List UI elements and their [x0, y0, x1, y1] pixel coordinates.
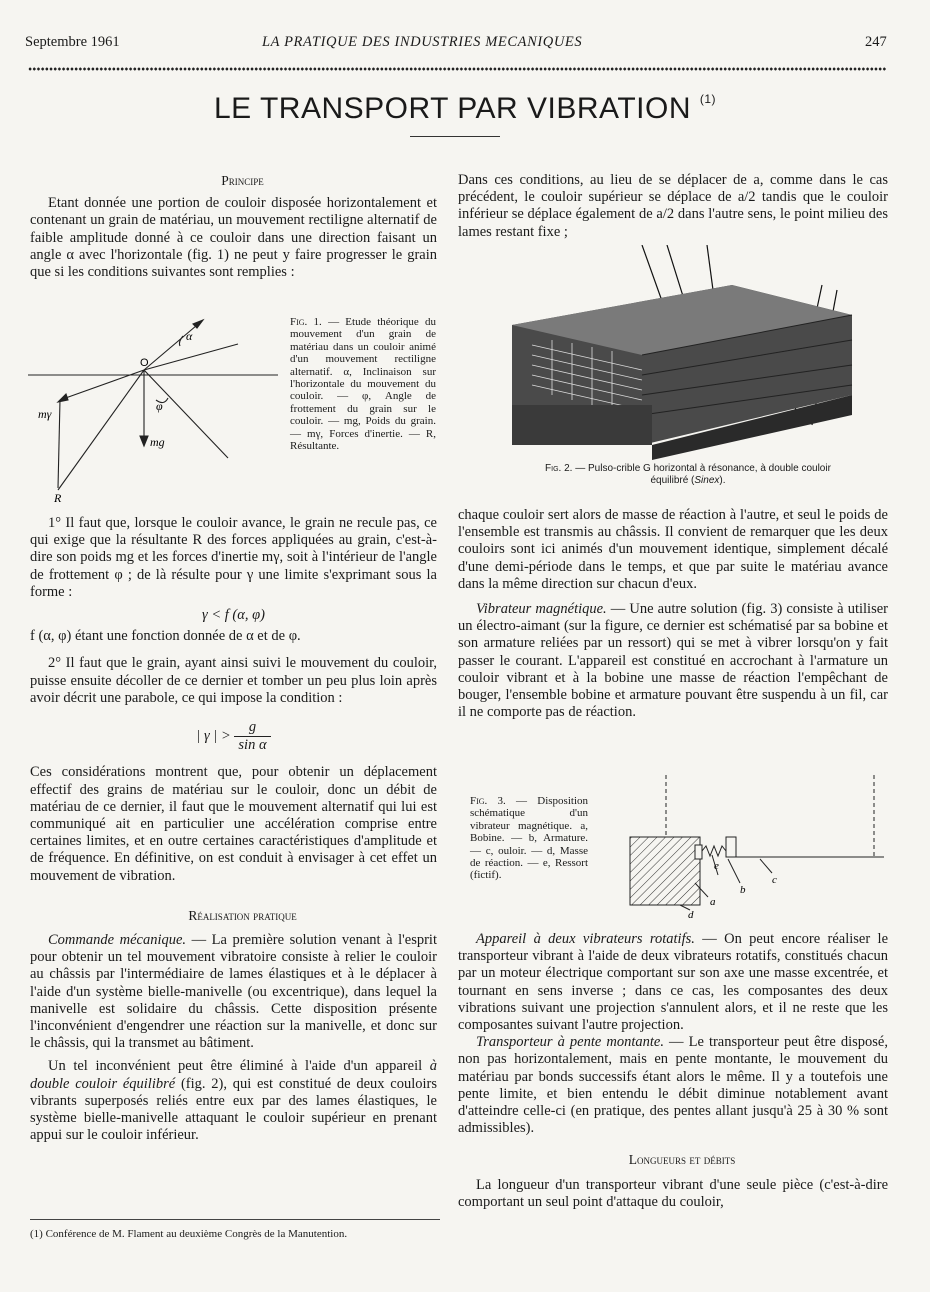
right-column-bottom	[458, 931, 888, 1211]
eq2-den: sin α	[238, 737, 267, 754]
para-double-couloir	[30, 1058, 437, 1144]
eq2-fraction	[234, 719, 270, 754]
fig3-label-d: d	[688, 909, 694, 920]
fig3-label-a: a	[710, 896, 716, 908]
para-longueur: La longueur d'un transporteur vibrant d'une seule pièce (c'est-à-dire comportant un seul point d'attaque du couloir,	[458, 1176, 888, 1210]
vib-title: Vibrateur magnétique.	[476, 601, 607, 618]
para-conditions: Dans ces conditions, au lieu de se déplacer de a, comme dans le cas précédent, le couloir supérieur se déplace de a/2 tandis que le couloir inférieur se déplace également de a/2 dans l'autre sens, le point milieu des lames restant fixe ;	[458, 172, 888, 240]
fig1-label-mg: mg	[150, 435, 165, 449]
figure-2-photo	[492, 245, 872, 460]
title-rule	[410, 136, 500, 137]
figure-1-diagram	[28, 318, 288, 508]
app-title: Appareil à deux vibrateurs rotatifs.	[476, 931, 695, 947]
footnote-rule	[30, 1219, 440, 1220]
fig3-caption-text: — Disposition schématique d'un vibrateur magnétique. a, Bobine. — b, Armature. — c, ouloir. — d, Masse de réaction. — e, Ressort (fictif).	[470, 795, 588, 882]
para-chaque-couloir: chaque couloir sert alors de masse de réaction à l'autre, et seul le poids de l'ensemble est transmis au châssis. Il convient de remarquer que les deux couloirs sont ici animés d'un mouvement identique, simplement décalé d'une demi-période dans le temps, et que par suite le matériau avance dans la même direction sur chacun d'eux.	[458, 507, 888, 592]
article-title	[0, 92, 930, 126]
para-considerations: Ces considérations montrent que, pour obtenir un déplacement effectif des grains de matériau sur le couloir, donc un débit de matériau de ce dernier, il faut que le mouvement alternatif qui lui est communiqué ait en particulier une accélération comprise entre certaines limites, et en outre certaines caractéristiques d'amplitude et de fréquence. En définitive, on est conduit à envisager à cet effet un mouvement de vibration.	[30, 764, 437, 884]
equation-1: γ < f (α, φ)	[202, 607, 265, 624]
eq2-left: | γ | >	[196, 728, 231, 745]
fig2-caption-a: — Pulso-crible G horizontal à résonance, à double couloir équilibré (	[572, 463, 831, 487]
left-column-top	[30, 172, 437, 281]
equation-2	[30, 719, 437, 754]
fig3-label-b: b	[740, 884, 746, 896]
page-number: 247	[865, 34, 887, 50]
para-condition-1: 1° Il faut que, lorsque le couloir avance, le grain ne recule pas, ce qui exige que la résultante R des forces appliquées au grain, c'est-à-dire son poids mg et les forces d'inertie mγ, soit à l'intérieur de l'angle de frottement φ ; de là résulte pour γ une limite s'exprimant sous la forme :	[30, 515, 437, 600]
fig1-caption-text: — Etude théorique du mouvement d'un grain de matériau dans un couloir animé d'un mouvement rectiligne alternatif. α, Inclinaison sur l'horizontale du mouvement du couloir. — φ, Angle de frottement du grain sur le couloir. — mg, Poids du grain. — mγ, Forces d'inertie. — R, Résultante.	[290, 316, 437, 453]
fig1-label-alpha: α	[186, 329, 193, 343]
right-column-middle	[458, 507, 888, 721]
heading-principe: Principe	[221, 173, 264, 188]
fig3-label-e: e	[714, 860, 719, 872]
incon-em: à double couloir équilibré	[30, 1058, 437, 1092]
header-date: Septembre 1961	[25, 34, 120, 50]
figure-2-caption	[528, 463, 848, 488]
fig2-caption-em: Sinex	[694, 475, 720, 487]
cmd-text: — La première solution venant à l'esprit pour obtenir un tel mouvement vibratoire consiste à relier le couloir au châssis par l'intermédiaire de lames élastiques et à le déplacer à l'aide d'un système bielle-manivelle (ou excentrique), dans lequel la manivelle est solidaire du châssis. Cette disposition présente l'inconvénient d'engendrer une réaction sur la manivelle, et donc sur le châssis, qui la transmet au bâtiment.	[30, 932, 437, 1052]
para-intro: Etant donnée une portion de couloir disposée horizontalement et contenant un grain de matériau, un mouvement rectiligne alternatif de faible amplitude donné à ce couloir dans une direction faisant un angle α avec l'horizontale (fig. 1) ne peut y faire progresser le grain que si les conditions suivantes sont remplies :	[30, 195, 437, 281]
incon-a: Un tel inconvénient peut être éliminé à l'aide d'un appareil	[48, 1058, 430, 1075]
para-deux-vibrateurs	[458, 931, 888, 1034]
fig1-label-o: O	[140, 357, 149, 369]
para-vibrateur-magnetique	[458, 601, 888, 721]
right-column-top	[458, 172, 888, 241]
fig1-label-mgamma: mγ	[38, 407, 52, 421]
para-f-definition: f (α, φ) étant une fonction donnée de α et de φ.	[30, 628, 301, 645]
eq2-num: g	[234, 719, 270, 737]
vib-text: — Une autre solution (fig. 3) consiste à utiliser un électro-aimant (sur la figure, ce dernier est schématisé par sa bobine et son armature reliées par un ressort) qui se met à vibrer lorsqu'on y fait passer le courant. L'appareil est constitué en accrochant à l'armature un couloir vibrant et à la bobine une masse de réaction l'empêchant de bouger, l'ensemble bobine et armature pouvant être suspendu à un fil, car il ne comporte pas de réaction.	[458, 601, 888, 721]
figure-3-caption	[470, 795, 588, 882]
para-condition-2: 2° Il faut que le grain, ayant ainsi suivi le mouvement du couloir, puisse ensuite décoller de ce dernier et tomber un peu plus loin après avoir décrit une parabole, ce qui impose la condition :	[30, 655, 437, 706]
title-text: LE TRANSPORT PAR VIBRATION	[213, 92, 691, 125]
para-commande-mecanique	[30, 932, 437, 1052]
incon-b: (fig. 2), qui est constitué de deux couloirs vibrants superposés reliés entre eux par des lames élastiques, le système bielle-manivelle attaquant le couloir supérieur en prenant appui sur le couloir inférieur.	[30, 1075, 438, 1144]
fig3-label-c: c	[772, 874, 777, 886]
dotted-rule	[28, 66, 886, 72]
footnote: (1) Conférence de M. Flament au deuxième Congrès de la Manutention.	[30, 1228, 348, 1240]
fig2-caption-b: ).	[719, 475, 726, 487]
fig1-label-phi: φ	[156, 399, 163, 413]
fig1-label-r: R	[54, 491, 62, 505]
cmd-title: Commande mécanique.	[48, 932, 187, 949]
heading-longueurs: Longueurs et débits	[628, 1152, 736, 1168]
pente-text: — Le transporteur peut être disposé, non pas horizontalement, mais en pente montante, le mouvement du matériau par bonds successifs étant alors le même. Il y a toutefois une pente limite, et bien entendu le débit diminue notablement avant d'atteindre celle-ci (en pratique, des pentes allant jusqu'à 25 à 30 % sont admissibles).	[458, 1034, 888, 1137]
pente-title: Transporteur à pente montante.	[476, 1034, 664, 1051]
figure-1-caption	[290, 316, 436, 452]
heading-realisation: Réalisation pratique	[188, 907, 297, 923]
fig1-caption-label: Fig. 1.	[290, 316, 322, 328]
fig2-caption-label: Fig. 2.	[545, 463, 573, 474]
title-note: (1)	[699, 92, 717, 106]
app-text: — On peut encore réaliser le transporteur vibrant à l'aide de deux vibrateurs rotatifs, constitués chacun par un moteur électrique comportant sur son axe une masse excentrée, et tournant en sens inverse ; dans ce cas, les composantes des deux vibrations suivant une projection s'annulent alors, et il ne reste que les composantes suivant l'autre projection.	[458, 931, 889, 1034]
figure-3-diagram	[600, 775, 885, 920]
header-journal: LA PRATIQUE DES INDUSTRIES MECANIQUES	[262, 34, 583, 50]
para-pente-montante	[458, 1034, 888, 1137]
fig3-caption-label: Fig. 3.	[470, 795, 506, 807]
left-column-body	[30, 515, 437, 1145]
